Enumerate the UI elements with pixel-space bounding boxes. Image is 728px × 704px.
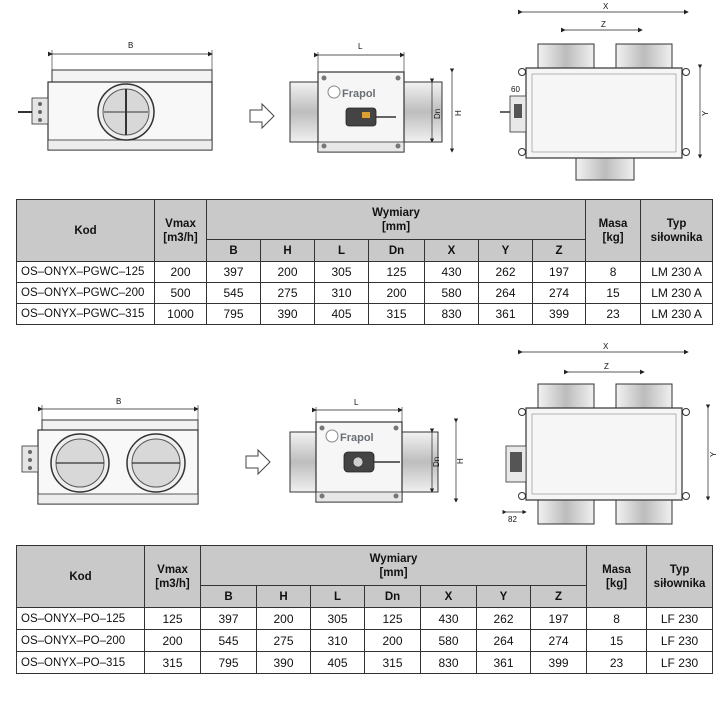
cell-dim: 274	[533, 283, 586, 304]
table-row	[17, 652, 713, 674]
spec-table-po	[16, 545, 713, 674]
cell-kod: OS–ONYX–PGWC–200	[17, 283, 155, 304]
cell-dim: 430	[425, 262, 479, 283]
arrow-icon	[250, 104, 274, 128]
table-row	[17, 283, 713, 304]
dim-label-y-bottom: Y	[709, 451, 718, 457]
cell-typ: LF 230	[647, 608, 713, 630]
cell-dim: 390	[257, 652, 311, 674]
cell-typ: LM 230 A	[641, 262, 713, 283]
cell-dim: 361	[477, 652, 531, 674]
header-dim-b: B	[201, 586, 257, 608]
cell-dim: 315	[369, 304, 425, 325]
cell-masa: 15	[587, 630, 647, 652]
header-wymiary: Wymiary [mm]	[201, 546, 587, 586]
cell-dim: 197	[531, 608, 587, 630]
arrow-icon-2	[246, 450, 270, 474]
header-dim-dn: Dn	[369, 240, 425, 262]
top-view-pgwc	[500, 2, 710, 180]
cell-dim: 264	[479, 283, 533, 304]
dim-label-l-bottom: L	[354, 398, 359, 407]
cell-dim: 545	[201, 630, 257, 652]
table-row	[17, 630, 713, 652]
front-view-po	[22, 397, 198, 504]
front-view-pgwc	[18, 41, 212, 150]
cell-dim: 397	[207, 262, 261, 283]
header-dim-l: L	[315, 240, 369, 262]
cell-dim: 305	[315, 262, 369, 283]
spec-table-pgwc	[16, 199, 713, 325]
header-dim-x: X	[425, 240, 479, 262]
cell-dim: 310	[315, 283, 369, 304]
cell-vmax: 315	[145, 652, 201, 674]
header-dim-y: Y	[479, 240, 533, 262]
header-vmax: Vmax [m3/h]	[145, 546, 201, 608]
dim-label-h-bottom: H	[456, 458, 465, 464]
header-dim-b: B	[207, 240, 261, 262]
cell-kod: OS–ONYX–PO–315	[17, 652, 145, 674]
dim-label-l-top: L	[358, 42, 363, 51]
header-kod: Kod	[17, 546, 145, 608]
header-dim-x: X	[421, 586, 477, 608]
cell-dim: 275	[261, 283, 315, 304]
cell-typ: LF 230	[647, 630, 713, 652]
cell-dim: 795	[201, 652, 257, 674]
dim-label-b-bottom: B	[116, 397, 122, 406]
header-typ: Typ siłownika	[641, 200, 713, 262]
cell-dim: 830	[421, 652, 477, 674]
cell-typ: LF 230	[647, 652, 713, 674]
cell-masa: 8	[586, 262, 641, 283]
cell-dim: 125	[369, 262, 425, 283]
table-row	[17, 262, 713, 283]
cell-dim: 830	[425, 304, 479, 325]
cell-dim: 310	[311, 630, 365, 652]
cell-dim: 405	[315, 304, 369, 325]
cell-dim: 545	[207, 283, 261, 304]
cell-vmax: 1000	[155, 304, 207, 325]
header-masa: Masa [kg]	[586, 200, 641, 262]
cell-masa: 8	[587, 608, 647, 630]
cell-kod: OS–ONYX–PO–125	[17, 608, 145, 630]
header-kod: Kod	[17, 200, 155, 262]
side-view-po	[290, 398, 465, 502]
cell-masa: 23	[587, 652, 647, 674]
cell-dim: 200	[369, 283, 425, 304]
cell-dim: 399	[533, 304, 586, 325]
cell-kod: OS–ONYX–PGWC–315	[17, 304, 155, 325]
cell-dim: 197	[533, 262, 586, 283]
dim-label-x-bottom: X	[603, 342, 609, 351]
header-vmax: Vmax [m3/h]	[155, 200, 207, 262]
side-view-pgwc	[290, 42, 463, 152]
cell-typ: LM 230 A	[641, 304, 713, 325]
dim-label-dn-top: Dn	[433, 108, 442, 119]
cell-dim: 315	[365, 652, 421, 674]
cell-dim: 262	[477, 608, 531, 630]
cell-dim: 262	[479, 262, 533, 283]
cell-dim: 274	[531, 630, 587, 652]
cell-vmax: 125	[145, 608, 201, 630]
header-dim-z: Z	[533, 240, 586, 262]
cell-masa: 23	[586, 304, 641, 325]
brand-logo-bottom: Frapol	[340, 432, 374, 444]
cell-dim: 399	[531, 652, 587, 674]
cell-dim: 200	[261, 262, 315, 283]
cell-dim: 795	[207, 304, 261, 325]
cell-dim: 390	[261, 304, 315, 325]
header-typ: Typ siłownika	[647, 546, 713, 608]
dim-label-z-bottom: Z	[604, 362, 609, 371]
dim-label-z-top: Z	[601, 20, 606, 29]
cell-dim: 430	[421, 608, 477, 630]
dim-label-x-top: X	[603, 2, 609, 11]
cell-dim: 200	[365, 630, 421, 652]
cell-dim: 305	[311, 608, 365, 630]
header-dim-h: H	[261, 240, 315, 262]
cell-dim: 200	[257, 608, 311, 630]
header-dim-y: Y	[477, 586, 531, 608]
header-dim-l: L	[311, 586, 365, 608]
dim-label-h-top: H	[454, 110, 463, 116]
cell-dim: 361	[479, 304, 533, 325]
top-view-po	[506, 342, 718, 524]
brand-logo-top: Frapol	[342, 88, 376, 100]
cell-dim: 405	[311, 652, 365, 674]
cell-kod: OS–ONYX–PGWC–125	[17, 262, 155, 283]
header-dim-z: Z	[531, 586, 587, 608]
cell-dim: 397	[201, 608, 257, 630]
cell-vmax: 200	[155, 262, 207, 283]
cell-masa: 15	[586, 283, 641, 304]
table-row	[17, 608, 713, 630]
cell-vmax: 200	[145, 630, 201, 652]
header-dim-dn: Dn	[365, 586, 421, 608]
header-dim-h: H	[257, 586, 311, 608]
cell-dim: 580	[425, 283, 479, 304]
dim-label-b-top: B	[128, 41, 134, 50]
header-masa: Masa [kg]	[587, 546, 647, 608]
cell-vmax: 500	[155, 283, 207, 304]
cell-kod: OS–ONYX–PO–200	[17, 630, 145, 652]
dim-label-y-top: Y	[701, 110, 710, 116]
header-wymiary: Wymiary [mm]	[207, 200, 586, 240]
cell-typ: LM 230 A	[641, 283, 713, 304]
table-row	[17, 304, 713, 325]
cell-dim: 580	[421, 630, 477, 652]
dim-label-dn-bottom: Dn	[432, 456, 441, 467]
dim-label-side-bottom: 82	[508, 515, 517, 524]
cell-dim: 275	[257, 630, 311, 652]
cell-dim: 264	[477, 630, 531, 652]
cell-dim: 125	[365, 608, 421, 630]
dim-label-side-top: 60	[511, 85, 520, 94]
